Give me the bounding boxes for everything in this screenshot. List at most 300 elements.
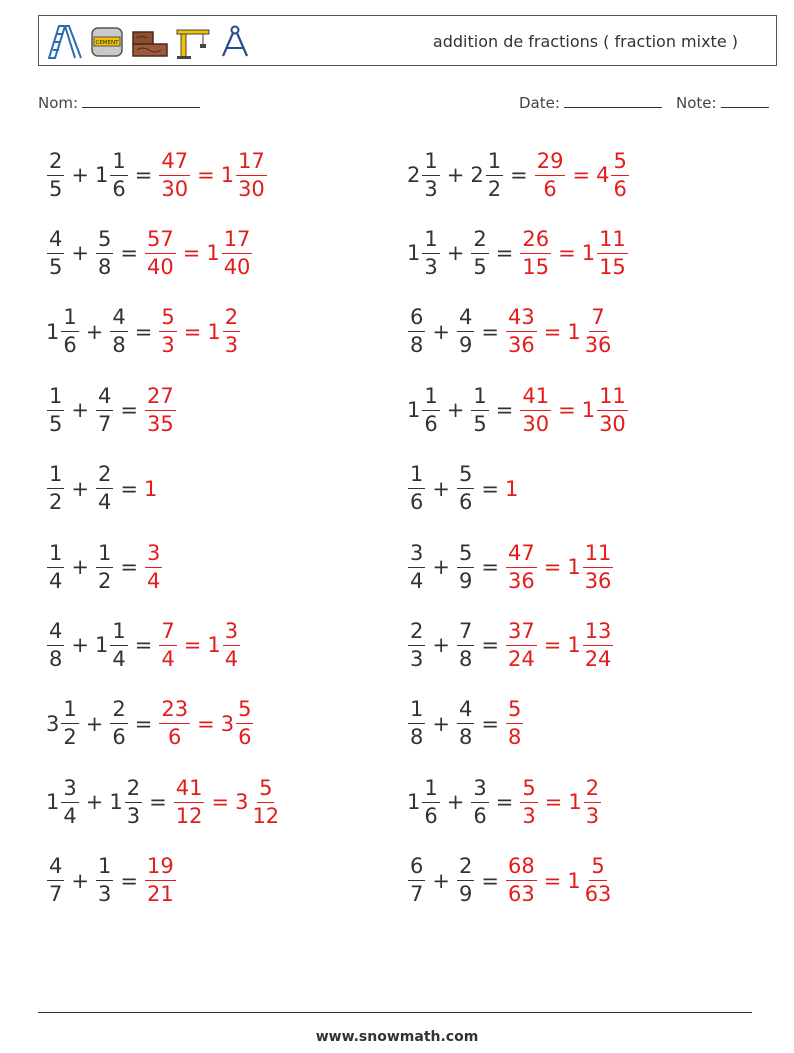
answer-fraction: [506, 540, 537, 593]
denominator: 3: [161, 333, 175, 358]
answer-equals-sign: =: [543, 555, 562, 579]
answer-equals-sign: =: [543, 868, 562, 893]
answer: [505, 618, 614, 671]
denominator: 8: [410, 333, 424, 358]
denominator: 35: [146, 411, 174, 436]
answer-equals-sign: =: [572, 163, 591, 187]
denominator: 36: [584, 333, 612, 358]
denominator: 6: [458, 490, 473, 515]
equals-sign: =: [120, 398, 138, 423]
fraction: [457, 307, 474, 356]
denominator: 15: [522, 254, 550, 279]
denominator: 9: [458, 882, 473, 907]
denominator: 6: [613, 176, 627, 201]
answer-fraction: [145, 856, 176, 905]
equals-sign: =: [120, 476, 138, 501]
answer: [505, 540, 614, 593]
plus-sign: +: [446, 163, 465, 187]
problem-row: [407, 767, 602, 837]
answer-equals-sign: =: [558, 241, 576, 266]
numerator: 1: [422, 151, 439, 176]
fraction: [96, 226, 113, 279]
name-label: Nom:: [38, 94, 79, 112]
numerator: 2: [457, 856, 474, 881]
fraction: [125, 775, 142, 828]
answer-equals-sign: =: [197, 711, 215, 736]
denominator: 9: [458, 333, 473, 358]
plus-sign: +: [432, 555, 450, 579]
problem-row: [46, 140, 268, 210]
answer-equals-sign: =: [182, 241, 201, 266]
fraction: [422, 148, 439, 201]
icon-strip: [45, 22, 253, 62]
name-line[interactable]: [82, 93, 200, 108]
plus-sign: +: [446, 398, 465, 423]
numerator: 2: [408, 621, 425, 646]
answer-fraction: [506, 618, 537, 671]
answer-whole: 1: [581, 398, 596, 423]
fraction: [457, 540, 474, 593]
fraction: [408, 464, 425, 513]
problem-row: [407, 846, 614, 916]
answer-whole: 1: [567, 868, 581, 893]
answer-whole: 1: [207, 319, 221, 344]
answer: [158, 699, 254, 748]
whole-number: 1: [407, 398, 421, 423]
equals-sign: =: [120, 241, 138, 266]
wood-planks-icon: [131, 24, 169, 60]
answer-fraction: [506, 699, 523, 748]
denominator: 6: [473, 803, 487, 828]
answer-whole: 1: [207, 633, 221, 658]
equals-sign: =: [149, 790, 167, 815]
fraction: [471, 775, 488, 828]
fraction: [47, 383, 64, 436]
fraction: [422, 775, 439, 828]
problem-row: [407, 610, 614, 680]
denominator: 36: [584, 568, 612, 593]
answer-fraction: [236, 699, 253, 748]
numerator: 43: [506, 307, 537, 332]
numerator: 5: [611, 151, 628, 176]
answer-whole: 1: [143, 476, 158, 501]
plus-sign: +: [85, 319, 104, 344]
answer-fraction: [236, 148, 267, 201]
numerator: 1: [408, 464, 425, 489]
numerator: 26: [520, 229, 551, 254]
numerator: 4: [47, 229, 64, 254]
answer-fraction: [520, 383, 551, 436]
numerator: 2: [96, 464, 113, 489]
denominator: 6: [168, 725, 182, 750]
denominator: 5: [49, 411, 63, 436]
answer: [158, 618, 241, 671]
equals-sign: =: [495, 241, 514, 266]
problem-row: [407, 297, 614, 367]
fraction: [471, 226, 488, 279]
fraction: [422, 226, 439, 279]
numerator: 1: [96, 543, 113, 568]
answer: [519, 383, 628, 436]
fraction: [96, 383, 113, 436]
answer: [505, 307, 614, 356]
fraction: [408, 540, 425, 593]
denominator: 3: [522, 803, 536, 828]
denominator: 2: [63, 725, 77, 750]
whole-number: 2: [470, 163, 484, 187]
answer: [144, 226, 253, 279]
denominator: 6: [238, 725, 252, 750]
answer-fraction: [611, 148, 628, 201]
plus-sign: +: [432, 319, 450, 344]
whole-number: 1: [94, 163, 109, 187]
fraction: [47, 540, 64, 593]
numerator: 5: [589, 856, 606, 881]
numerator: 4: [110, 307, 127, 332]
answer: [144, 856, 177, 905]
denominator: 30: [522, 411, 550, 436]
answer-fraction: [159, 148, 190, 201]
problem-row: [407, 532, 614, 602]
numerator: 1: [47, 386, 64, 411]
denominator: 7: [97, 411, 112, 436]
answer: [158, 307, 241, 356]
fraction: [471, 383, 488, 436]
plus-sign: +: [85, 711, 104, 736]
denominator: 5: [49, 176, 63, 201]
plus-sign: +: [71, 241, 89, 266]
answer-fraction: [223, 307, 240, 356]
whole-number: 3: [46, 711, 60, 736]
numerator: 1: [96, 856, 113, 881]
fraction: [47, 856, 64, 905]
denominator: 8: [97, 254, 112, 279]
whole-number: 1: [46, 319, 60, 344]
answer-fraction: [159, 307, 176, 356]
numerator: 1: [471, 386, 488, 411]
grade-line[interactable]: [721, 93, 769, 108]
answer-fraction: [520, 775, 537, 828]
numerator: 1: [422, 386, 439, 411]
whole-number: 1: [109, 790, 123, 815]
numerator: 3: [61, 778, 78, 803]
denominator: 4: [410, 568, 424, 593]
numerator: 5: [257, 778, 274, 803]
denominator: 24: [584, 646, 612, 671]
numerator: 3: [145, 543, 162, 568]
denominator: 36: [507, 333, 535, 358]
numerator: 1: [486, 151, 503, 176]
numerator: 13: [583, 621, 614, 646]
answer-fraction: [223, 618, 240, 671]
plus-sign: +: [446, 241, 465, 266]
numerator: 47: [159, 151, 190, 176]
fraction: [96, 540, 113, 593]
equals-sign: =: [120, 555, 138, 579]
numerator: 5: [236, 699, 253, 724]
numerator: 41: [174, 778, 205, 803]
denominator: 24: [507, 646, 535, 671]
denominator: 36: [507, 568, 535, 593]
answer: [158, 148, 267, 201]
denominator: 3: [97, 882, 112, 907]
numerator: 1: [110, 151, 127, 176]
equals-sign: =: [134, 163, 153, 187]
numerator: 29: [535, 151, 566, 176]
fraction: [110, 148, 127, 201]
denominator: 3: [585, 803, 600, 828]
answer-equals-sign: =: [183, 319, 202, 344]
denominator: 8: [458, 646, 473, 671]
answer-fraction: [159, 618, 176, 671]
fraction: [47, 148, 64, 201]
denominator: 6: [424, 411, 438, 436]
grade-field[interactable]: [676, 93, 769, 112]
problem-row: [46, 532, 163, 602]
problem-row: [46, 767, 282, 837]
numerator: 5: [506, 699, 523, 724]
whole-number: 1: [407, 790, 421, 815]
answer-fraction: [597, 383, 628, 436]
denominator: 30: [161, 176, 189, 201]
equals-sign: =: [510, 163, 528, 187]
fraction: [457, 464, 474, 513]
numerator: 3: [408, 543, 425, 568]
answer: [505, 699, 524, 748]
equals-sign: =: [134, 633, 153, 658]
denominator: 4: [161, 646, 175, 671]
footer-url[interactable]: www.snowmath.com: [315, 1029, 479, 1045]
equals-sign: =: [481, 633, 499, 658]
numerator: 6: [408, 307, 425, 332]
answer-equals-sign: =: [543, 319, 562, 344]
equals-sign: =: [134, 711, 153, 736]
plus-sign: +: [446, 790, 465, 815]
numerator: 5: [96, 229, 113, 254]
denominator: 8: [49, 646, 63, 671]
equals-sign: =: [120, 868, 138, 893]
equals-sign: =: [495, 398, 514, 423]
answer: [534, 148, 630, 201]
problem-row: [407, 689, 524, 759]
fraction: [61, 699, 78, 748]
denominator: 2: [487, 176, 502, 201]
equals-sign: =: [481, 319, 499, 344]
answer-whole: 1: [220, 163, 235, 187]
equals-sign: =: [495, 790, 514, 815]
fraction: [408, 618, 425, 671]
answer-equals-sign: =: [558, 398, 576, 423]
numerator: 57: [145, 229, 176, 254]
denominator: 7: [410, 882, 424, 907]
fraction: [47, 618, 64, 671]
date-label: Date:: [519, 94, 560, 112]
answer-fraction: [520, 226, 551, 279]
answer-fraction: [145, 383, 176, 436]
denominator: 6: [112, 725, 126, 750]
denominator: 4: [146, 568, 161, 593]
answer-fraction: [145, 226, 176, 279]
answer-whole: 4: [596, 163, 610, 187]
denominator: 5: [473, 411, 487, 436]
cement-bag-icon: [89, 24, 125, 60]
answer-whole: 1: [581, 241, 596, 266]
plus-sign: +: [71, 398, 89, 423]
fraction: [457, 618, 474, 671]
answer-whole: 1: [567, 319, 581, 344]
numerator: 47: [506, 543, 537, 568]
whole-number: 1: [94, 633, 109, 658]
answer-fraction: [597, 226, 628, 279]
answer: [505, 856, 614, 905]
answer-fraction: [535, 148, 566, 201]
footer-divider: [38, 1012, 752, 1013]
denominator: 9: [458, 568, 473, 593]
numerator: 1: [422, 778, 439, 803]
numerator: 5: [457, 464, 474, 489]
numerator: 6: [408, 856, 425, 881]
denominator: 30: [238, 176, 265, 201]
numerator: 2: [125, 778, 142, 803]
numerator: 68: [506, 856, 537, 881]
numerator: 2: [584, 778, 601, 803]
denominator: 3: [224, 333, 239, 358]
numerator: 1: [110, 621, 127, 646]
numerator: 7: [457, 621, 474, 646]
numerator: 19: [145, 856, 176, 881]
fraction: [61, 307, 78, 356]
fraction: [47, 464, 64, 513]
answer-equals-sign: =: [211, 790, 230, 815]
fraction: [47, 226, 64, 279]
numerator: 1: [61, 307, 78, 332]
numerator: 11: [597, 386, 628, 411]
numerator: 11: [583, 543, 614, 568]
problem-row: [46, 218, 253, 288]
numerator: 23: [159, 699, 190, 724]
denominator: 4: [49, 568, 63, 593]
denominator: 2: [49, 490, 63, 515]
problem-row: [46, 689, 254, 759]
fraction: [110, 618, 127, 671]
plus-sign: +: [85, 790, 104, 815]
fraction: [96, 464, 113, 513]
equals-sign: =: [134, 319, 153, 344]
denominator: 30: [599, 411, 626, 436]
denominator: 3: [424, 254, 438, 279]
denominator: 8: [410, 725, 424, 750]
numerator: 5: [457, 543, 474, 568]
answer-whole: 1: [206, 241, 220, 266]
denominator: 6: [410, 490, 424, 515]
answer: [144, 477, 158, 501]
answer: [144, 540, 163, 593]
problem-row: [407, 454, 519, 524]
numerator: 27: [145, 386, 176, 411]
answer-fraction: [583, 540, 614, 593]
answer-fraction: [583, 856, 614, 905]
answer-whole: 3: [220, 711, 235, 736]
denominator: 40: [223, 254, 251, 279]
date-field[interactable]: [519, 93, 662, 112]
numerator: 1: [408, 699, 425, 724]
fraction: [457, 856, 474, 905]
denominator: 2: [97, 568, 112, 593]
answer: [519, 226, 628, 279]
fraction: [61, 775, 78, 828]
name-field[interactable]: [38, 93, 200, 112]
equals-sign: =: [481, 711, 499, 736]
equals-sign: =: [481, 476, 499, 501]
plus-sign: +: [432, 633, 450, 658]
denominator: 63: [507, 882, 535, 907]
numerator: 3: [223, 621, 240, 646]
problem-row: [46, 375, 177, 445]
problem-row: [46, 610, 241, 680]
denominator: 40: [146, 254, 174, 279]
answer-fraction: [174, 775, 205, 828]
answer-fraction: [250, 775, 281, 828]
fraction: [422, 383, 439, 436]
header-box: [38, 15, 777, 66]
denominator: 4: [97, 490, 112, 515]
denominator: 4: [224, 646, 239, 671]
numerator: 1: [47, 464, 64, 489]
fraction: [408, 699, 425, 748]
numerator: 1: [47, 543, 64, 568]
answer-fraction: [145, 540, 162, 593]
numerator: 37: [506, 621, 537, 646]
numerator: 11: [597, 229, 628, 254]
problem-row: [46, 297, 241, 367]
denominator: 8: [507, 725, 522, 750]
plus-sign: +: [432, 868, 450, 893]
denominator: 4: [112, 646, 126, 671]
numerator: 3: [471, 778, 488, 803]
plus-sign: +: [432, 711, 450, 736]
numerator: 7: [159, 621, 176, 646]
answer: [173, 775, 282, 828]
crane-icon: [175, 24, 211, 60]
numerator: 1: [61, 699, 78, 724]
denominator: 6: [112, 176, 126, 201]
answer-fraction: [583, 618, 614, 671]
answer: [505, 477, 519, 501]
problem-row: [46, 846, 177, 916]
whole-number: 1: [407, 241, 421, 266]
cement-label: CEMENT: [95, 40, 119, 46]
denominator: 8: [112, 333, 126, 358]
numerator: 4: [47, 621, 64, 646]
answer-equals-sign: =: [544, 790, 563, 815]
answer-whole: 1: [568, 790, 582, 815]
fraction: [457, 699, 474, 748]
problem-row: [407, 218, 629, 288]
date-line[interactable]: [564, 93, 662, 108]
answer-whole: 1: [504, 476, 519, 501]
page-title: addition de fractions ( fraction mixte ): [432, 32, 738, 51]
grade-label: Note:: [676, 94, 717, 112]
answer-fraction: [583, 307, 614, 356]
denominator: 3: [424, 176, 438, 201]
answer: [144, 383, 177, 436]
problem-row: [407, 375, 629, 445]
answer-fraction: [506, 856, 537, 905]
equals-sign: =: [481, 868, 499, 893]
answer-equals-sign: =: [183, 633, 202, 658]
problem-row: [46, 454, 158, 524]
plus-sign: +: [71, 868, 89, 893]
